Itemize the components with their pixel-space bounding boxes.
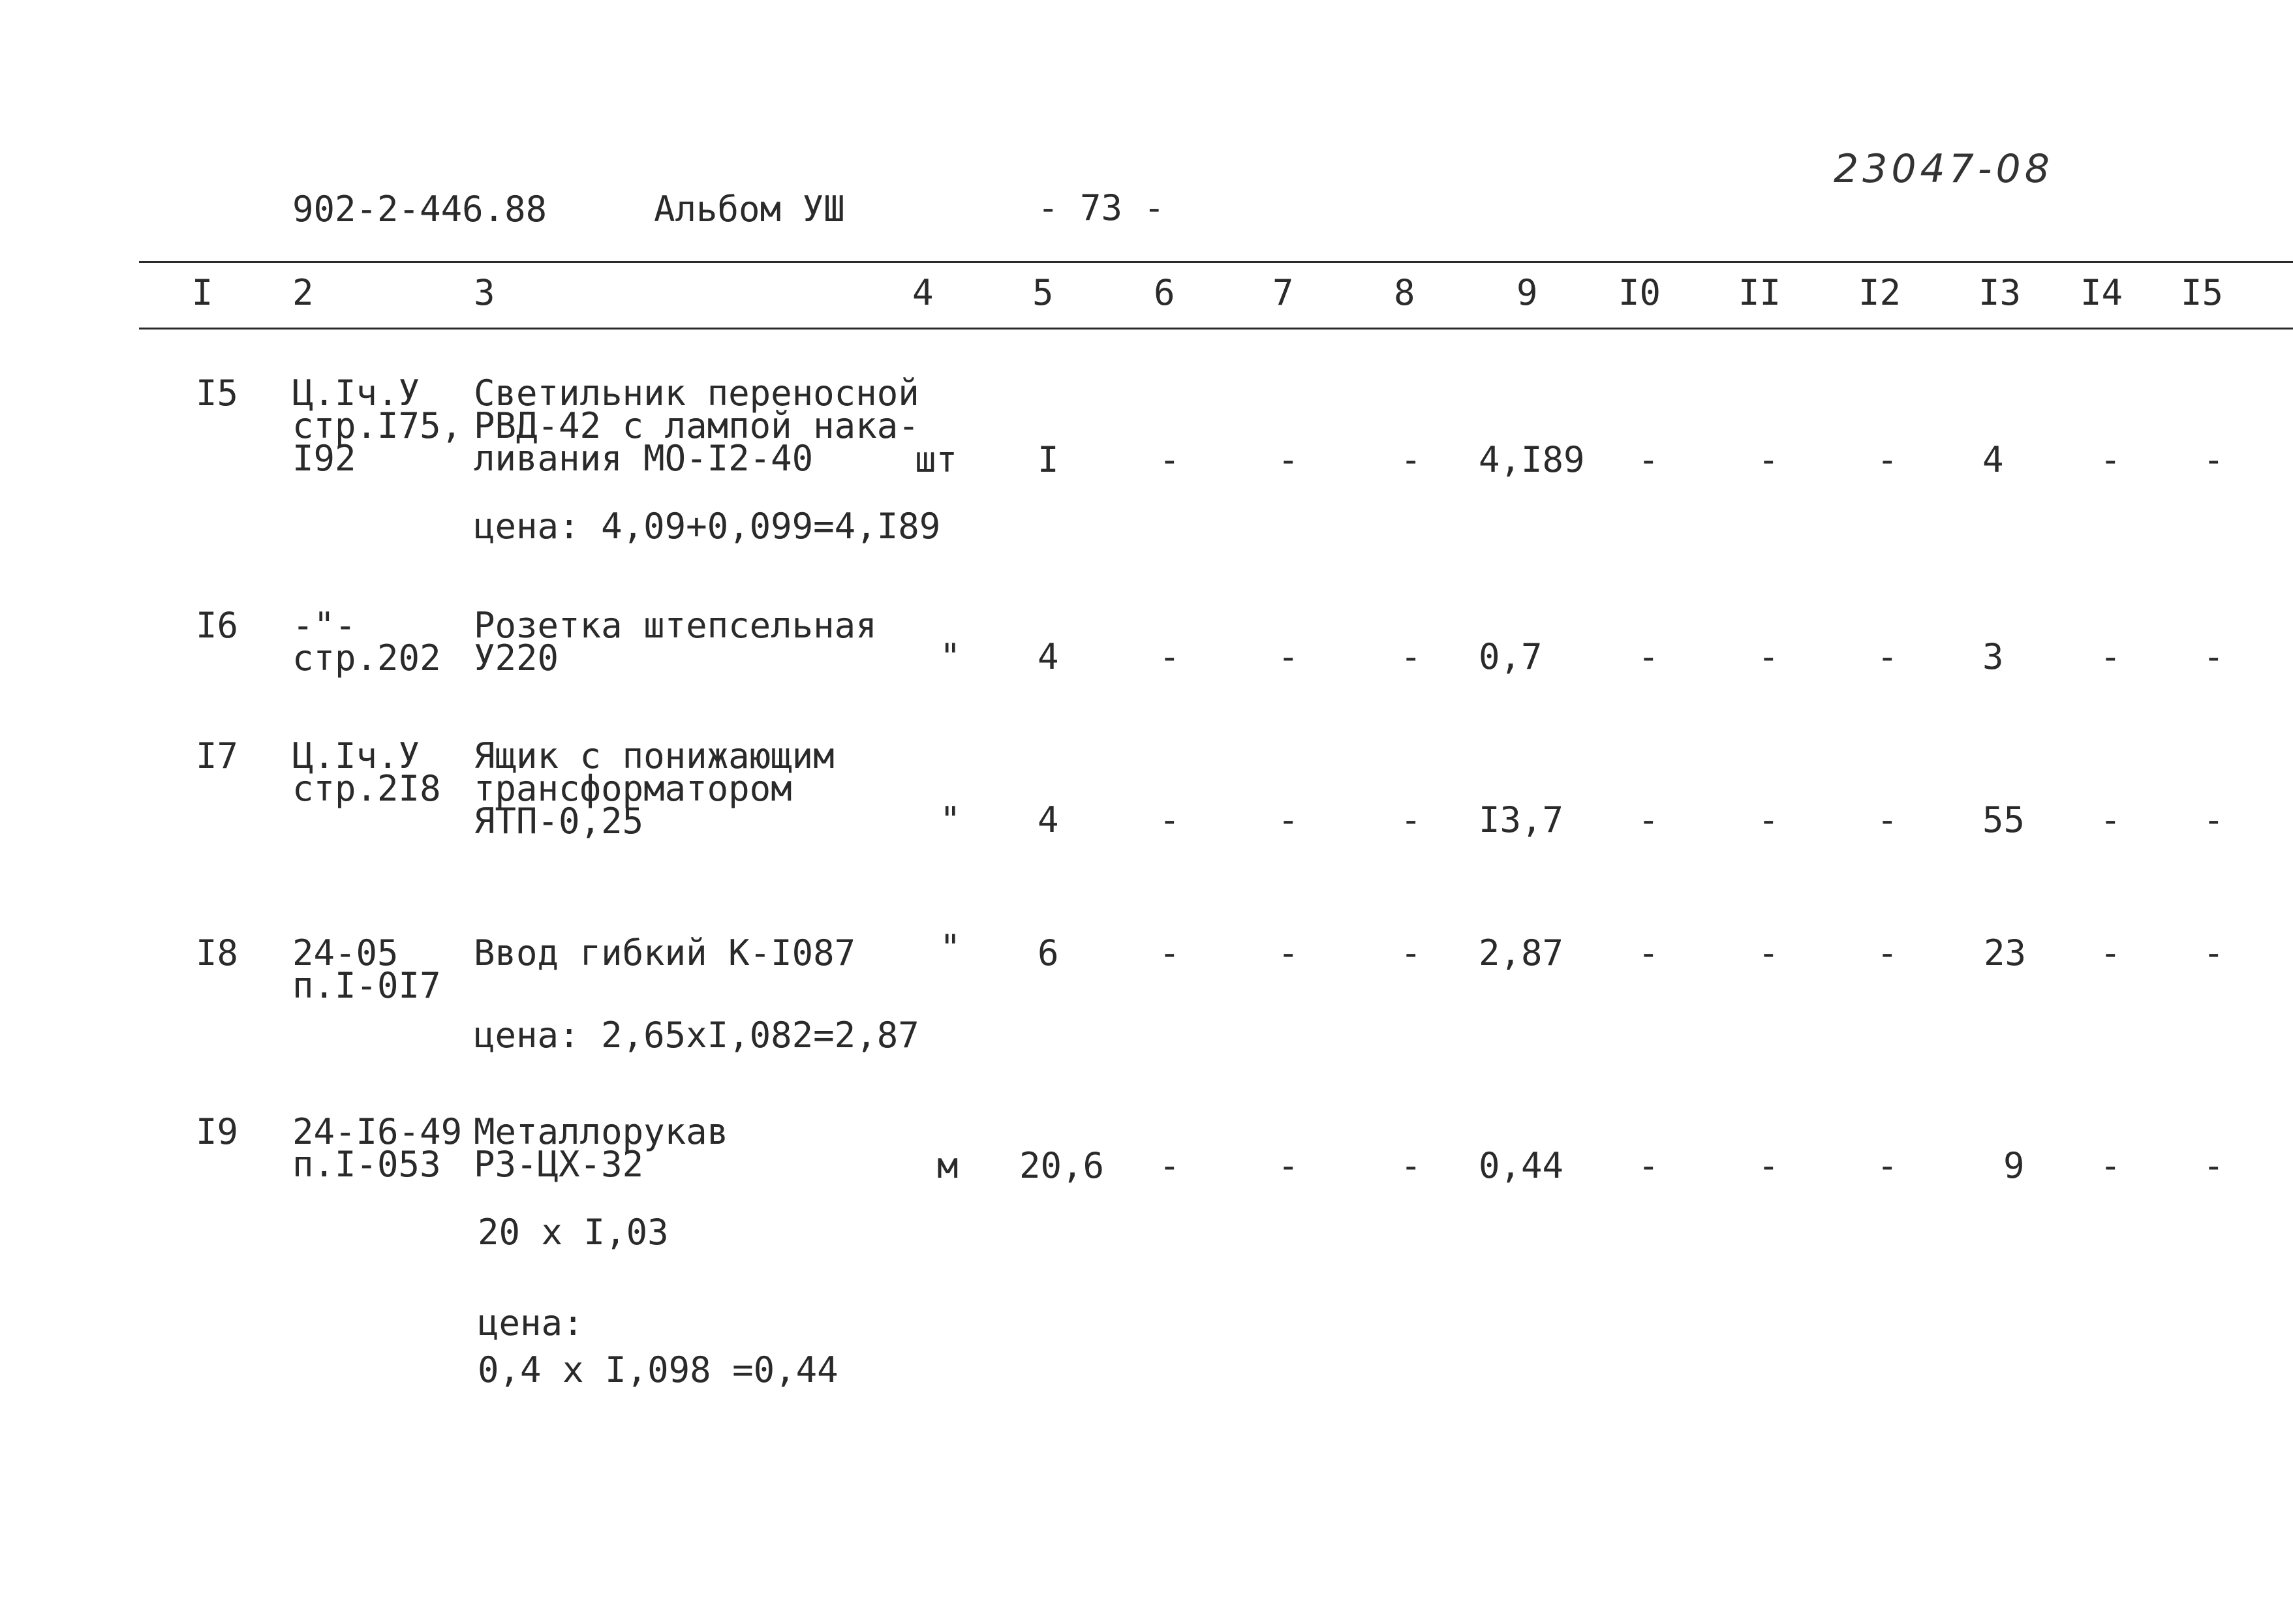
- row-unit: ": [940, 927, 961, 968]
- row-col12: -: [1877, 636, 1898, 677]
- row-number: I5: [196, 373, 239, 414]
- row-number: I8: [196, 932, 239, 973]
- column-header: I3: [1978, 272, 2022, 313]
- row-col13: 3: [1982, 636, 2004, 677]
- row-quantity: 6: [1038, 932, 1059, 973]
- row-name: Металлорукав РЗ-ЦХ-32: [474, 1111, 729, 1185]
- column-header: 6: [1154, 272, 1175, 313]
- row-col8: -: [1400, 439, 1422, 480]
- row-col8: -: [1400, 1145, 1422, 1186]
- row-quantity: 4: [1038, 799, 1059, 840]
- row-number: I7: [196, 735, 239, 776]
- row-unit: ": [940, 799, 961, 840]
- row-col13: 23: [1984, 932, 2027, 973]
- row-price-note: цена: 0,4 х I,098 =0,44: [478, 1302, 839, 1390]
- row-unit: м: [937, 1145, 959, 1186]
- row-col11: -: [1758, 439, 1779, 480]
- row-name: Ящик с понижающим трансформатором ЯТП-0,25: [474, 735, 835, 842]
- row-col11: -: [1758, 636, 1779, 677]
- row-price: 0,44: [1479, 1145, 1564, 1186]
- row-col12: -: [1877, 932, 1898, 973]
- row-name: Светильник переносной РВД-42 с лампой нака- ливания МО-I2-40: [474, 373, 919, 479]
- row-quantity: I: [1038, 439, 1059, 480]
- row-col14: -: [2100, 932, 2121, 973]
- row-col10: -: [1638, 932, 1659, 973]
- row-col10: -: [1638, 636, 1659, 677]
- row-col10: -: [1638, 439, 1659, 480]
- row-col12: -: [1877, 1145, 1898, 1186]
- row-col6: -: [1159, 932, 1180, 973]
- row-col7: -: [1278, 1145, 1299, 1186]
- row-col15: -: [2203, 1145, 2224, 1186]
- column-header: 2: [292, 272, 314, 313]
- row-col12: -: [1877, 439, 1898, 480]
- row-reference: -"- стр.202: [292, 605, 441, 679]
- row-reference: 24-05 п.I-0I7: [292, 932, 441, 1006]
- doc-number: 902-2-446.88: [292, 189, 547, 230]
- column-header: 9: [1516, 272, 1538, 313]
- row-price-note: цена: 4,09+0,099=4,I89: [474, 506, 941, 547]
- row-col10: -: [1638, 1145, 1659, 1186]
- row-col11: -: [1758, 799, 1779, 840]
- row-col6: -: [1159, 799, 1180, 840]
- table-header-rule: [139, 328, 2293, 329]
- row-unit: шт: [915, 439, 958, 480]
- album-label: Альбом УШ: [654, 189, 845, 230]
- column-header: II: [1738, 272, 1781, 313]
- column-header: I4: [2080, 272, 2123, 313]
- column-header: 7: [1272, 272, 1294, 313]
- row-reference: Ц.Iч.У стр.I75, I92: [292, 373, 463, 479]
- page-number: - 73 -: [1038, 187, 1165, 228]
- row-col11: -: [1758, 1145, 1779, 1186]
- row-quantity: 20,6: [1019, 1145, 1105, 1186]
- row-col6: -: [1159, 636, 1180, 677]
- column-header: I5: [2181, 272, 2224, 313]
- row-quantity: 4: [1038, 636, 1059, 677]
- row-col6: -: [1159, 439, 1180, 480]
- row-reference: 24-I6-49 п.I-053: [292, 1111, 463, 1185]
- column-header: I0: [1618, 272, 1661, 313]
- row-col12: -: [1877, 799, 1898, 840]
- row-price: 2,87: [1479, 932, 1564, 973]
- row-col14: -: [2100, 799, 2121, 840]
- row-price-note: цена: 2,65хI,082=2,87: [474, 1015, 919, 1056]
- row-price: I3,7: [1479, 799, 1564, 840]
- column-header: 4: [912, 272, 934, 313]
- row-col15: -: [2203, 439, 2224, 480]
- row-col8: -: [1400, 932, 1422, 973]
- row-col14: -: [2100, 636, 2121, 677]
- row-col10: -: [1638, 799, 1659, 840]
- row-number: I9: [196, 1111, 239, 1152]
- row-col13: 4: [1982, 439, 2004, 480]
- row-col7: -: [1278, 932, 1299, 973]
- row-name: Розетка штепсельная У220: [474, 605, 877, 679]
- row-col15: -: [2203, 932, 2224, 973]
- row-col7: -: [1278, 799, 1299, 840]
- row-col15: -: [2203, 799, 2224, 840]
- column-header: 3: [474, 272, 495, 313]
- column-header: I2: [1858, 272, 1901, 313]
- row-price: 4,I89: [1479, 439, 1585, 480]
- row-col7: -: [1278, 439, 1299, 480]
- table-top-rule: [139, 261, 2293, 263]
- row-col6: -: [1159, 1145, 1180, 1186]
- row-col14: -: [2100, 439, 2121, 480]
- handwritten-code: 23047-08: [1834, 146, 2054, 192]
- row-col13: 9: [2003, 1145, 2025, 1186]
- row-col11: -: [1758, 932, 1779, 973]
- row-col8: -: [1400, 636, 1422, 677]
- row-col14: -: [2100, 1145, 2121, 1186]
- column-header: 8: [1394, 272, 1415, 313]
- row-number: I6: [196, 605, 239, 646]
- column-header: I: [191, 272, 213, 313]
- column-header: 5: [1032, 272, 1054, 313]
- row-col15: -: [2203, 636, 2224, 677]
- row-col13: 55: [1982, 799, 2025, 840]
- row-price: 0,7: [1479, 636, 1543, 677]
- row-quantity-note: 20 х I,03: [478, 1212, 669, 1253]
- row-col7: -: [1278, 636, 1299, 677]
- row-unit: ": [940, 636, 961, 677]
- row-name: Ввод гибкий К-I087: [474, 932, 856, 973]
- row-col8: -: [1400, 799, 1422, 840]
- row-reference: Ц.Iч.У стр.2I8: [292, 735, 441, 809]
